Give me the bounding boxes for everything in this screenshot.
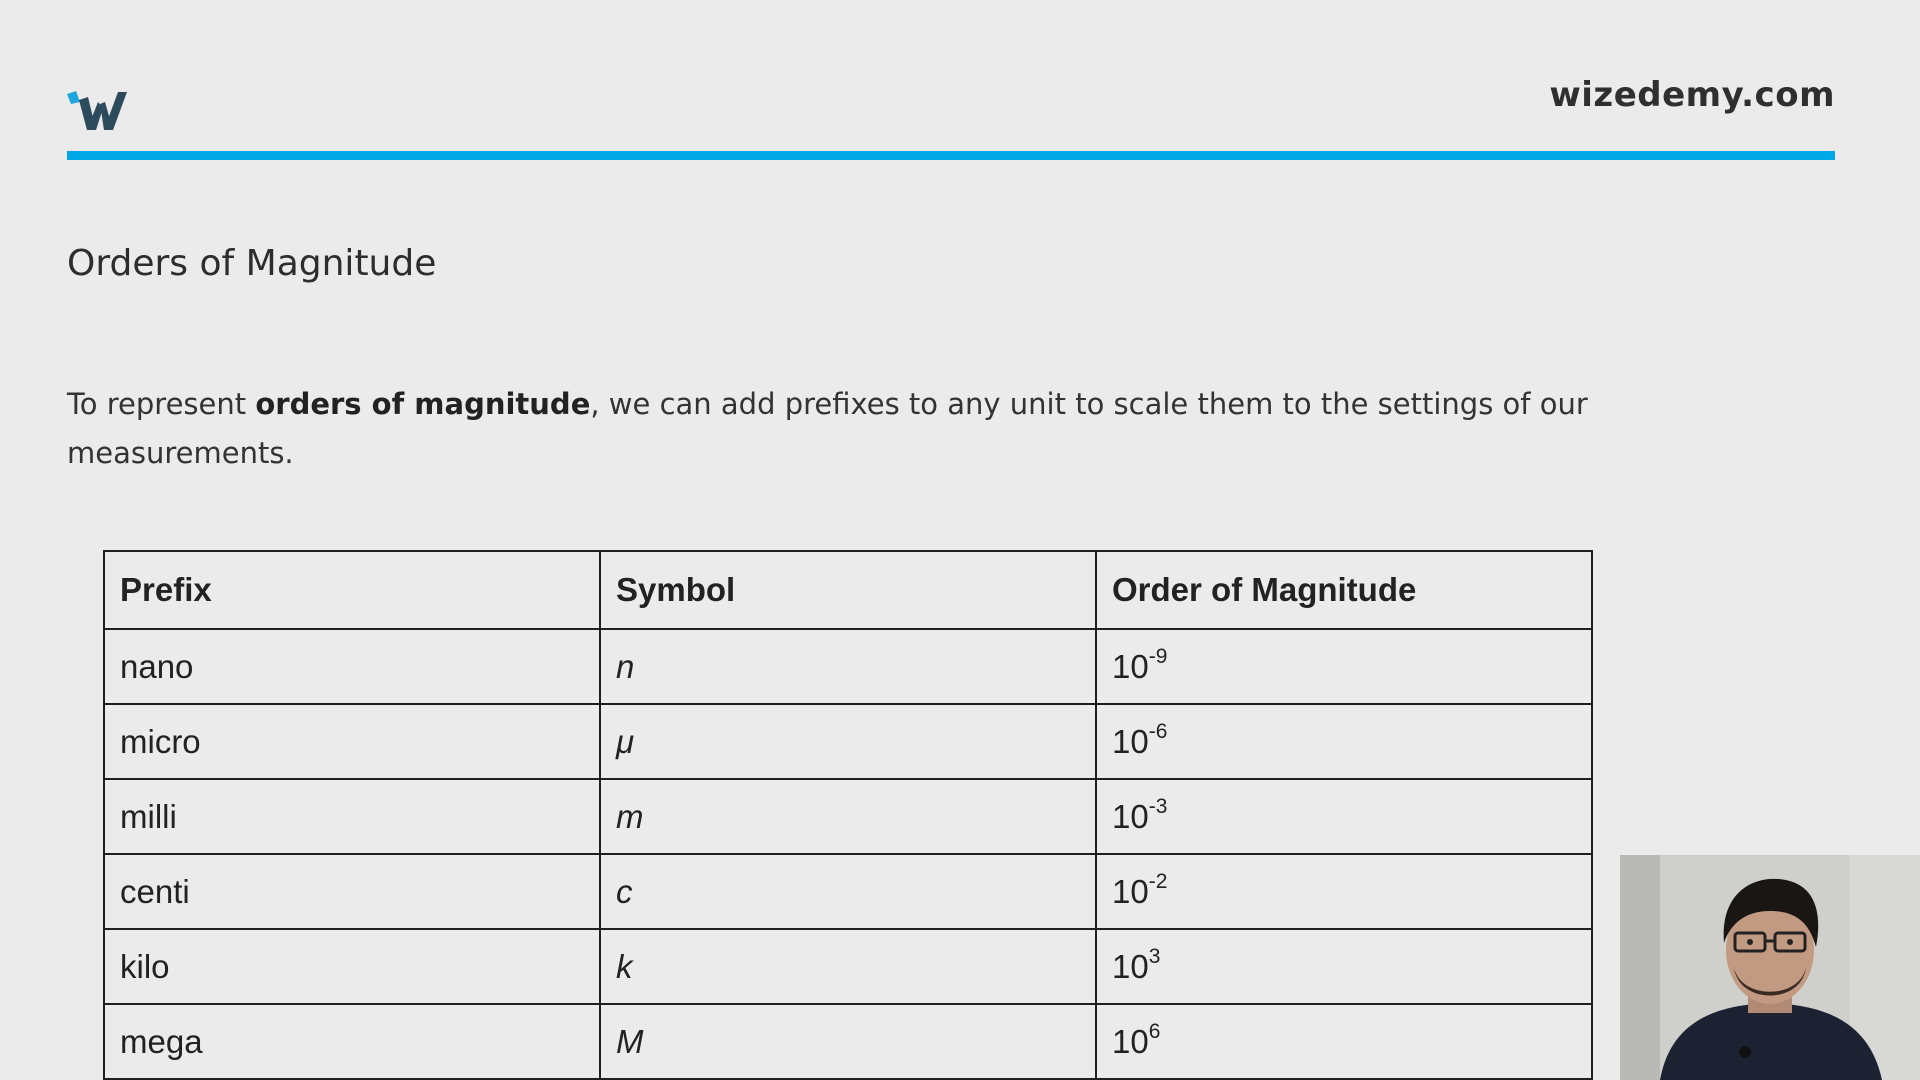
order-cell [1096,704,1592,779]
presenter-webcam-overlay [1620,855,1920,1080]
intro-text-start: To represent [67,387,256,421]
order-cell [1096,1004,1592,1079]
prefix-cell: kilo [104,929,600,1004]
order-base: 10 [1112,947,1149,985]
prefix-cell: nano [104,629,600,704]
order-exponent: -3 [1148,794,1168,818]
symbol-cell: k [600,929,1096,1004]
order-base: 10 [1112,647,1149,685]
presenter-webcam-icon [1620,855,1920,1080]
table-row [104,1004,1592,1079]
order-exponent: -6 [1148,719,1168,743]
wizedemy-logo-icon [67,88,129,134]
header-order: Order of Magnitude [1096,551,1592,629]
symbol-cell: c [600,854,1096,929]
order-exponent: 3 [1148,944,1161,968]
page-title: Orders of Magnitude [67,243,437,284]
order-cell [1096,854,1592,929]
order-base: 10 [1112,1022,1149,1060]
intro-paragraph [67,380,1667,478]
order-cell [1096,779,1592,854]
site-name[interactable]: wizedemy.com [1549,75,1835,115]
order-exponent: -2 [1148,869,1168,893]
header-symbol: Symbol [600,551,1096,629]
order-base: 10 [1112,722,1149,760]
table-header-row [104,551,1592,629]
order-cell [1096,929,1592,1004]
symbol-cell: M [600,1004,1096,1079]
prefix-cell: mega [104,1004,600,1079]
header-divider [67,151,1835,160]
table-row [104,629,1592,704]
prefix-cell: centi [104,854,600,929]
prefix-cell: micro [104,704,600,779]
prefix-table [103,550,1593,1080]
order-cell [1096,629,1592,704]
header-prefix: Prefix [104,551,600,629]
order-base: 10 [1112,872,1149,910]
order-base: 10 [1112,797,1149,835]
prefix-cell: milli [104,779,600,854]
intro-bold-term: orders of magnitude [255,387,591,421]
table-row [104,854,1592,929]
table-row [104,779,1592,854]
order-exponent: -9 [1148,644,1168,668]
order-exponent: 6 [1148,1019,1161,1043]
symbol-cell: m [600,779,1096,854]
symbol-cell: μ [600,704,1096,779]
table-row [104,929,1592,1004]
symbol-cell: n [600,629,1096,704]
table-row [104,704,1592,779]
intro-text-end: , we can add prefixes to any unit to scale them to the settings of our measurements. [67,387,1588,470]
